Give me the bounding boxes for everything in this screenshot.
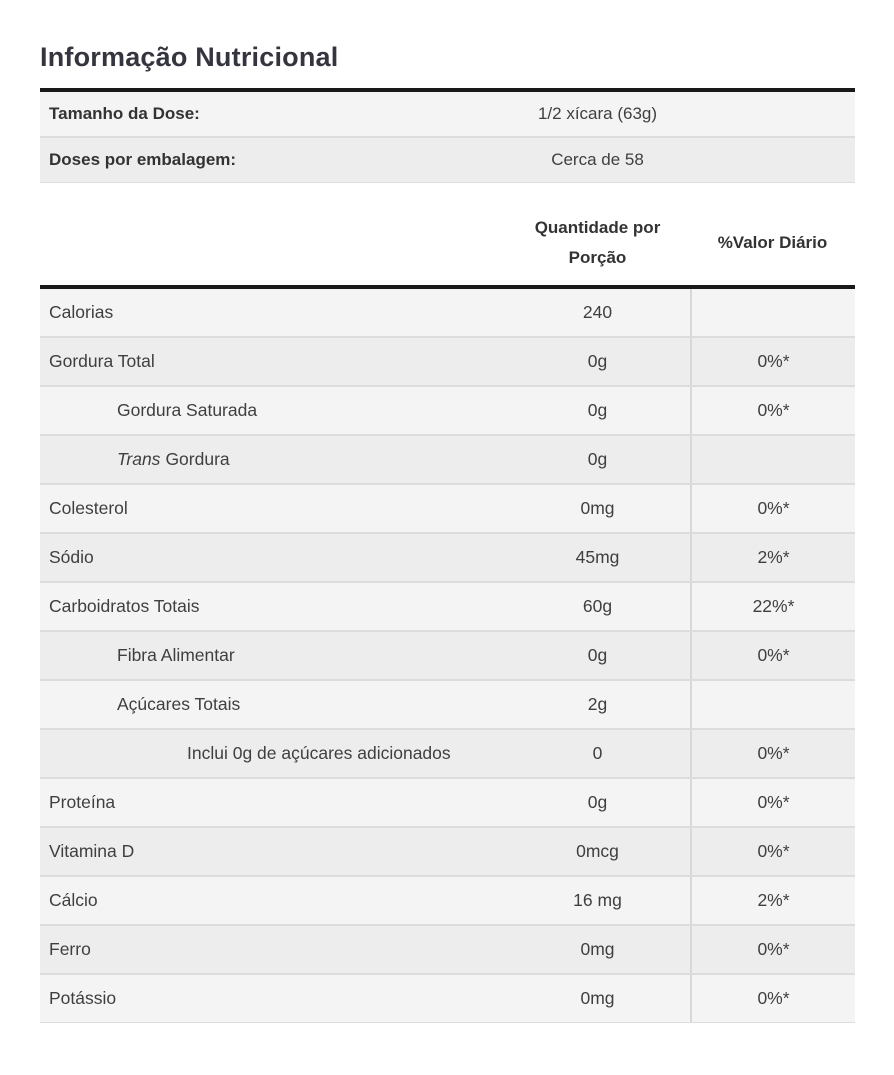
nutrient-label-text: Colesterol bbox=[49, 497, 128, 518]
nutrient-amount: 0g bbox=[587, 399, 608, 420]
nutrient-daily-value: 0%* bbox=[690, 387, 855, 434]
nutrient-amount: 2g bbox=[587, 693, 608, 714]
nutrient-row bbox=[40, 975, 855, 1022]
nutrient-label bbox=[40, 975, 505, 1022]
nutrient-amount: 240 bbox=[582, 301, 613, 322]
nutrient-row bbox=[40, 338, 855, 387]
nutrient-label-text: Carboidratos Totais bbox=[49, 595, 200, 616]
nutrient-label bbox=[40, 289, 505, 336]
nutrient-amount: 0g bbox=[587, 644, 608, 665]
nutrient-row bbox=[40, 485, 855, 534]
nutrient-label bbox=[40, 730, 505, 777]
nutrient-label-text: Inclui 0g de açúcares adicionados bbox=[187, 742, 451, 763]
nutrient-row bbox=[40, 779, 855, 828]
nutrient-row bbox=[40, 583, 855, 632]
nutrient-daily-value: 0%* bbox=[690, 632, 855, 679]
nutrient-row bbox=[40, 730, 855, 779]
amount-column-header-line2: Porção bbox=[568, 247, 627, 267]
nutrient-label-text: Gordura bbox=[165, 448, 230, 469]
nutrient-label bbox=[40, 632, 505, 679]
nutrient-label bbox=[40, 338, 505, 385]
nutrient-daily-value: 0%* bbox=[690, 485, 855, 532]
nutrient-label bbox=[40, 534, 505, 581]
amount-column-header-line1: Quantidade por bbox=[534, 218, 661, 237]
amount-column-header bbox=[505, 213, 690, 273]
nutrient-label-text: Vitamina D bbox=[49, 840, 135, 861]
nutrient-amount: 0mg bbox=[580, 987, 615, 1008]
nutrient-daily-value bbox=[690, 289, 855, 336]
nutrient-daily-value: 0%* bbox=[690, 828, 855, 875]
nutrient-amount: 0g bbox=[587, 350, 608, 371]
nutrient-label bbox=[40, 828, 505, 875]
serving-row-label: Doses por embalagem: bbox=[49, 150, 237, 169]
column-headers-row bbox=[40, 183, 855, 285]
nutrient-daily-value: 2%* bbox=[690, 534, 855, 581]
nutrient-daily-value: 0%* bbox=[690, 779, 855, 826]
nutrient-label bbox=[40, 926, 505, 973]
nutrient-amount: 45mg bbox=[575, 546, 620, 567]
serving-row bbox=[40, 138, 855, 182]
nutrient-label-text: Fibra Alimentar bbox=[117, 644, 235, 665]
nutrient-daily-value bbox=[690, 681, 855, 728]
nutrient-daily-value: 0%* bbox=[690, 975, 855, 1022]
nutrient-amount: 0mg bbox=[580, 938, 615, 959]
nutrient-row bbox=[40, 534, 855, 583]
nutrient-label bbox=[40, 877, 505, 924]
serving-row-label: Tamanho da Dose: bbox=[49, 104, 200, 123]
nutrient-amount: 0g bbox=[587, 448, 608, 469]
nutrient-daily-value: 0%* bbox=[690, 730, 855, 777]
nutrient-label-text: Açúcares Totais bbox=[117, 693, 241, 714]
serving-row bbox=[40, 92, 855, 138]
nutrient-amount: 16 mg bbox=[573, 889, 622, 910]
nutrient-label bbox=[40, 583, 505, 630]
nutrient-label bbox=[40, 436, 505, 483]
nutrient-label-text: Potássio bbox=[49, 987, 117, 1008]
nutrient-amount: 0 bbox=[592, 742, 603, 763]
nutrient-label-text: Gordura Saturada bbox=[117, 399, 258, 420]
nutrient-amount: 0mcg bbox=[576, 840, 619, 861]
nutrient-row bbox=[40, 289, 855, 338]
nutrient-row bbox=[40, 926, 855, 975]
nutrient-row bbox=[40, 681, 855, 730]
nutrient-row bbox=[40, 828, 855, 877]
nutrient-label bbox=[40, 387, 505, 434]
nutrient-label bbox=[40, 485, 505, 532]
page-title: Informação Nutricional bbox=[40, 42, 339, 72]
serving-row-value: Cerca de 58 bbox=[551, 150, 644, 169]
nutrient-row bbox=[40, 877, 855, 926]
nutrient-daily-value bbox=[690, 436, 855, 483]
nutrients-table bbox=[40, 285, 855, 1023]
nutrient-amount: 0g bbox=[587, 791, 608, 812]
serving-row-value: 1/2 xícara (63g) bbox=[537, 104, 658, 123]
nutrient-label-text: Proteína bbox=[49, 791, 116, 812]
nutrient-label-text: Sódio bbox=[49, 546, 94, 567]
nutrient-daily-value: 22%* bbox=[690, 583, 855, 630]
nutrient-amount: 0mg bbox=[580, 497, 615, 518]
nutrient-label-text: Gordura Total bbox=[49, 350, 155, 371]
nutrient-row bbox=[40, 632, 855, 681]
nutrient-label-text: Ferro bbox=[49, 938, 91, 959]
serving-info-table bbox=[40, 88, 855, 183]
daily-value-column-header: %Valor Diário bbox=[717, 232, 828, 252]
nutrition-facts-panel bbox=[40, 0, 855, 1023]
nutrient-row bbox=[40, 387, 855, 436]
nutrient-label-text: Cálcio bbox=[49, 889, 98, 910]
nutrient-label bbox=[40, 779, 505, 826]
nutrient-label-italic-prefix: Trans bbox=[117, 448, 161, 469]
nutrient-daily-value: 2%* bbox=[690, 877, 855, 924]
nutrient-daily-value: 0%* bbox=[690, 338, 855, 385]
nutrient-label-text: Calorias bbox=[49, 301, 114, 322]
nutrient-amount: 60g bbox=[582, 595, 613, 616]
nutrient-daily-value: 0%* bbox=[690, 926, 855, 973]
nutrient-label bbox=[40, 681, 505, 728]
nutrient-row bbox=[40, 436, 855, 485]
